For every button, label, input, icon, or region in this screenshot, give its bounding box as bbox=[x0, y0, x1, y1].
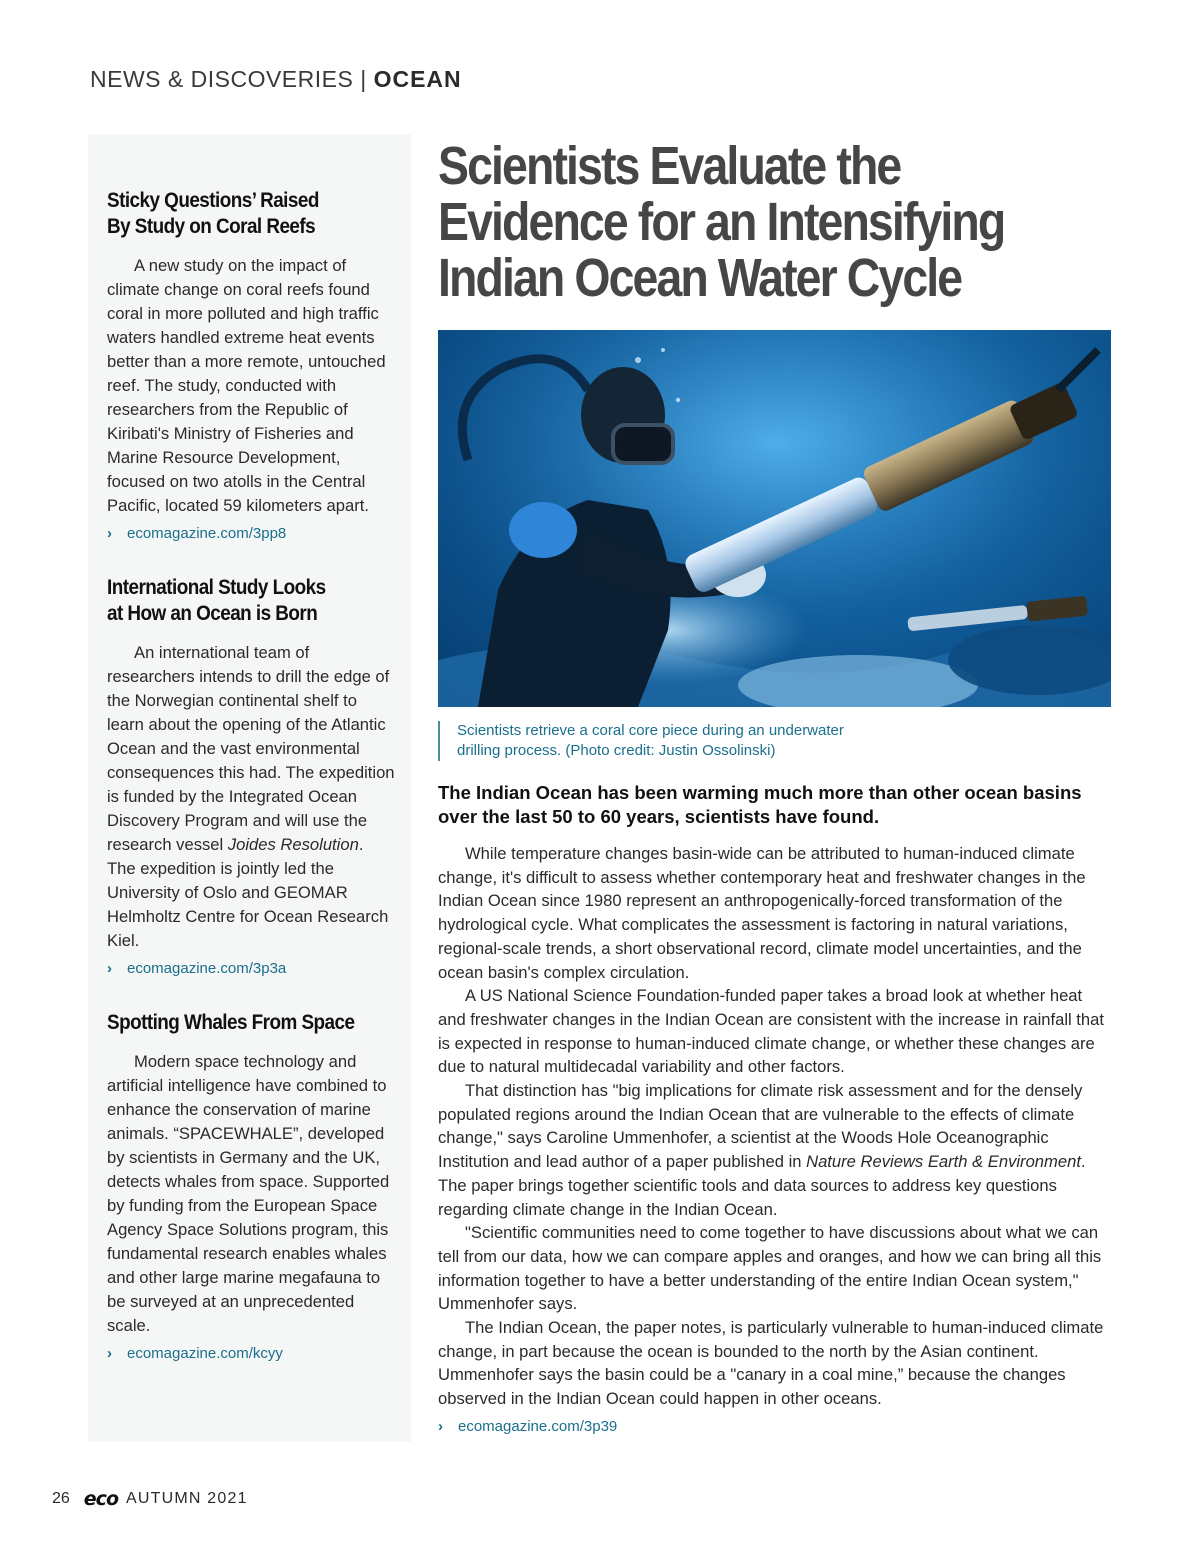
caption-line: Scientists retrieve a coral core piece during an underwater bbox=[457, 722, 844, 739]
brief-title-line: Spotting Whales From Space bbox=[107, 1011, 355, 1034]
underwater-diver-illustration bbox=[438, 330, 1111, 707]
vessel-name: Joides Resolution bbox=[227, 835, 359, 854]
photo-caption bbox=[438, 721, 977, 761]
brief-body bbox=[107, 641, 395, 953]
headline-line: Scientists Evaluate the bbox=[438, 136, 901, 196]
article-photo bbox=[438, 330, 1111, 707]
brief-body-text: An international team of researchers intends to drill the edge of the Norwegian continental shelf to learn about the opening of the Atlantic Ocean and the vast environmental consequences this had. The expedition is funded by the Integrated Ocean Discovery Program and will use the research vessel bbox=[107, 643, 395, 854]
article-paragraph: While temperature changes basin-wide can be attributed to human-induced climate change, it's difficult to assess whether contemporary heat and freshwater changes in the Indian Ocean since 1980 represent an anthropogenically-forced transformation of the hydrological cycle. What complicates the assessment is factoring in natural variations, regional-scale trends, a short observational record, climate model uncertainties, and the ocean basin's complex circulation. bbox=[438, 844, 1086, 982]
section-separator: | bbox=[353, 66, 374, 92]
article-deck: The Indian Ocean has been warming much more than other ocean basins over the last 50 to 60 years, scientists have found. bbox=[438, 782, 1082, 827]
brief-link-text[interactable]: ecomagazine.com/3pp8 bbox=[127, 525, 287, 542]
article-link-text[interactable]: ecomagazine.com/3p39 bbox=[458, 1417, 618, 1435]
brief-link[interactable] bbox=[107, 1345, 395, 1362]
brief-body-text: A new study on the impact of climate change on coral reefs found coral in more polluted and high traffic waters handled extreme heat events better than a more remote, untouched reef. The study, conducted with researchers from the Republic of Kiribati's Ministry of Fisheries and Marine Resource Development, focused on two atolls in the Central Pacific, located 59 kilometers apart. bbox=[107, 256, 386, 515]
article-paragraph bbox=[438, 1079, 1112, 1221]
news-brief bbox=[107, 575, 395, 977]
page-footer bbox=[52, 1488, 248, 1510]
news-brief bbox=[107, 1010, 395, 1362]
magazine-logo: eco bbox=[83, 1488, 118, 1510]
article-paragraph: A US National Science Foundation-funded paper takes a broad look at whether heat and freshwater changes in the Indian Ocean are consistent with the increase in rainfall that is expected in response to human-induced climate change, or whether these changes are due to natural multidecadal variability and other factors. bbox=[438, 986, 1104, 1077]
paragraph-text: . The paper brings together scientific tools and data sources to address key questions regarding climate change in the Indian Ocean. bbox=[438, 1152, 1086, 1219]
chevron-right-icon: › bbox=[107, 1345, 112, 1362]
brief-body bbox=[107, 254, 395, 518]
article-headline bbox=[438, 138, 1023, 306]
brief-link-text[interactable]: ecomagazine.com/3p3a bbox=[127, 960, 287, 977]
brief-title bbox=[107, 188, 404, 240]
page-number: 26 bbox=[52, 1490, 70, 1507]
section-label: NEWS & DISCOVERIES bbox=[90, 66, 354, 92]
chevron-right-icon: › bbox=[107, 525, 112, 542]
chevron-right-icon: › bbox=[438, 1417, 443, 1435]
brief-title-line: International Study Looks bbox=[107, 576, 326, 599]
article-paragraph: The Indian Ocean, the paper notes, is particularly vulnerable to human-induced climate change, in part because the ocean is bounded to the north by the Asian continent. Ummenhofer says the basin could be a "canary in a coal mine,” because the changes observed in the Indian Ocean could happen in other oceans. bbox=[438, 1318, 1104, 1409]
news-brief bbox=[107, 188, 395, 542]
article-link[interactable] bbox=[438, 1415, 1112, 1439]
article-body bbox=[438, 842, 1112, 1439]
brief-title bbox=[107, 1010, 404, 1036]
brief-link[interactable] bbox=[107, 525, 395, 542]
article-paragraph: "Scientific communities need to come together to have discussions about what we can tell from our data, how we can compare apples and oranges, and how we can bring all this information together to have a better understanding of the entire Indian Ocean system," Ummenhofer says. bbox=[438, 1223, 1102, 1314]
brief-body-text: Modern space technology and artificial intelligence have combined to enhance the conservation of marine animals. “SPACEWHALE”, developed by scientists in Germany and the UK, detects whales from space. Supported by funding from the European Space Agency Space Solutions program, this fundamental research enables whales and other large marine megafauna to be surveyed at an unprecedented scale. bbox=[107, 1052, 390, 1335]
brief-body-text: . The expedition is jointly led the University of Oslo and GEOMAR Helmholtz Centre for Ocean Research Kiel. bbox=[107, 835, 389, 950]
paragraph-text: That distinction has "big implications for climate risk assessment and for the densely populated regions around the Indian Ocean that are vulnerable to the effects of climate change," says Caroline Ummenhofer, a scientist at the Woods Hole Oceanographic Institution and lead author of a paper published in bbox=[438, 1081, 1083, 1172]
news-sidebar bbox=[88, 134, 411, 1442]
section-header bbox=[90, 66, 462, 93]
brief-title-line: at How an Ocean is Born bbox=[107, 602, 318, 625]
brief-title-line: Sticky Questions’ Raised bbox=[107, 189, 319, 212]
brief-link[interactable] bbox=[107, 960, 395, 977]
section-topic: OCEAN bbox=[373, 66, 462, 92]
caption-line: drilling process. (Photo credit: Justin Ossolinski) bbox=[457, 742, 776, 759]
chevron-right-icon: › bbox=[107, 960, 112, 977]
headline-line: Indian Ocean Water Cycle bbox=[438, 248, 962, 308]
brief-title-line: By Study on Coral Reefs bbox=[107, 215, 316, 238]
brief-title bbox=[107, 575, 404, 627]
brief-link-text[interactable]: ecomagazine.com/kcyy bbox=[127, 1345, 283, 1362]
brief-body bbox=[107, 1050, 395, 1338]
issue-label: AUTUMN 2021 bbox=[126, 1490, 248, 1507]
headline-line: Evidence for an Intensifying bbox=[438, 192, 1005, 252]
journal-name: Nature Reviews Earth & Environment bbox=[806, 1152, 1081, 1172]
